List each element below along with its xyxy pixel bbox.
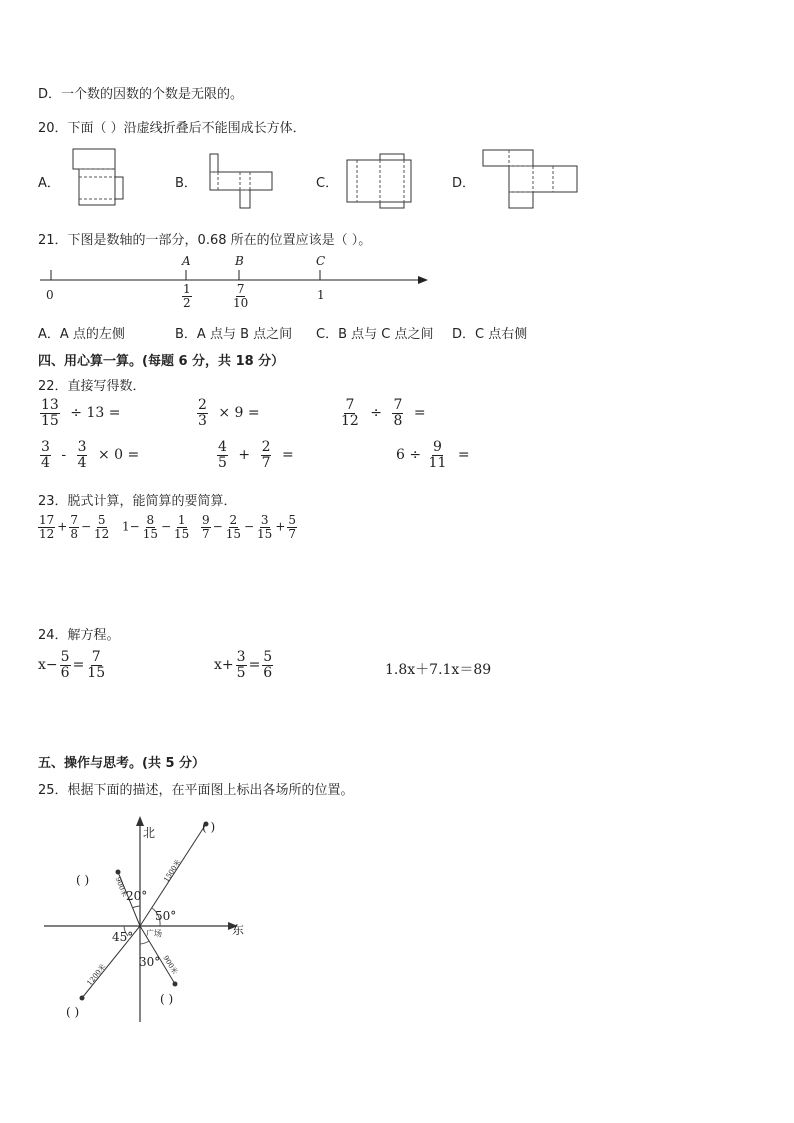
q20-stem: 20．下面（ ）沿虚线折叠后不能围成长方体． bbox=[38, 121, 306, 136]
q22-item-5: $\frac{4}{5}$ + $\frac{2}{7}$ = bbox=[218, 439, 294, 471]
tick-half: $\frac{1}{2}$ bbox=[183, 282, 191, 310]
net-figure-c bbox=[345, 152, 415, 212]
q24-stem: 24．解方程。 bbox=[38, 628, 120, 643]
tick-zero: 0 bbox=[46, 288, 54, 302]
q20-option-a-label: A． bbox=[38, 176, 60, 191]
east-label: 东 bbox=[232, 923, 245, 937]
point-b-label: B bbox=[235, 254, 244, 268]
net-figure-a bbox=[70, 147, 125, 209]
q23-expr-1: $\frac{17}{12}$ + $\frac{7}{8}$ − $\frac{5}{12}$ bbox=[39, 513, 110, 541]
q22-stem: 22．直接写得数． bbox=[38, 379, 146, 394]
angle-30: 30° bbox=[139, 955, 161, 969]
q24-equation-2: x+ $\frac{3}{5}$ = $\frac{5}{6}$ bbox=[214, 649, 273, 681]
position-map bbox=[40, 812, 260, 1027]
q24-equation-1: x− $\frac{5}{6}$ = $\frac{7}{15}$ bbox=[38, 649, 106, 681]
q20-option-d-label: D． bbox=[452, 176, 476, 191]
q22-item-1: $\frac{13}{15}$ ÷ 13 = bbox=[41, 397, 121, 429]
blank-northeast[interactable]: ( ) bbox=[202, 820, 216, 834]
q22-item-4: $\frac{3}{4}$ - $\frac{3}{4}$ × 0 = bbox=[41, 439, 140, 471]
square-label: 广场 bbox=[146, 929, 162, 938]
q22-item-6: 6 ÷ $\frac{9}{11}$ = bbox=[396, 439, 470, 471]
blank-southwest[interactable]: ( ) bbox=[66, 1005, 80, 1019]
net-figure-b bbox=[208, 152, 278, 210]
net-figure-d bbox=[481, 148, 581, 210]
q23-expr-2: 1− $\frac{8}{15}$ − $\frac{1}{15}$ bbox=[122, 513, 190, 541]
q19-option-d: D．一个数的因数的个数是无限的。 bbox=[38, 87, 244, 102]
point-a-label: A bbox=[182, 254, 191, 268]
dist-southeast: 900米 bbox=[161, 954, 179, 976]
q22-item-2: $\frac{2}{3}$ × 9 = bbox=[198, 397, 260, 429]
blank-southeast[interactable]: ( ) bbox=[160, 992, 174, 1006]
angle-45: 45° bbox=[112, 930, 134, 944]
tick-seven-tenths: $\frac{7}{10}$ bbox=[233, 282, 249, 310]
q22-item-3: $\frac{7}{12}$ ÷ $\frac{7}{8}$ = bbox=[341, 397, 426, 429]
q23-expr-3: $\frac{9}{7}$ − $\frac{2}{15}$ − $\frac{3}{15}$ + $\frac{5}{7}$ bbox=[202, 513, 297, 541]
q21-stem: 21．下图是数轴的一部分，0.68 所在的位置应该是（ ）。 bbox=[38, 233, 372, 248]
blank-north-west[interactable]: ( ) bbox=[76, 873, 90, 887]
dist-northeast: 1500米 bbox=[162, 858, 183, 884]
q21-option-b: B．A 点与 B 点之间 bbox=[175, 327, 293, 342]
angle-50: 50° bbox=[155, 909, 177, 923]
section-4-title: 四、用心算一算。(每题 6 分，共 18 分） bbox=[38, 354, 285, 369]
q24-equation-3: 1.8x＋7.1x＝89 bbox=[385, 662, 492, 678]
dist-southwest: 1200米 bbox=[85, 962, 108, 988]
q20-option-c-label: C． bbox=[316, 176, 339, 191]
q21-option-c: C．B 点与 C 点之间 bbox=[316, 327, 434, 342]
q23-stem: 23．脱式计算，能简算的要简算． bbox=[38, 494, 237, 509]
dist-north-west: 900米 bbox=[113, 876, 129, 898]
point-c-label: C bbox=[316, 254, 326, 268]
q21-option-d: D．C 点右侧 bbox=[452, 327, 528, 342]
q21-option-a: A．A 点的左侧 bbox=[38, 327, 125, 342]
angle-20: 20° bbox=[126, 889, 148, 903]
section-5-title: 五、操作与思考。(共 5 分） bbox=[38, 756, 206, 771]
tick-one: 1 bbox=[317, 288, 325, 302]
north-label: 北 bbox=[143, 826, 156, 840]
q20-option-b-label: B． bbox=[175, 176, 197, 191]
q25-stem: 25．根据下面的描述，在平面图上标出各场所的位置。 bbox=[38, 783, 354, 798]
